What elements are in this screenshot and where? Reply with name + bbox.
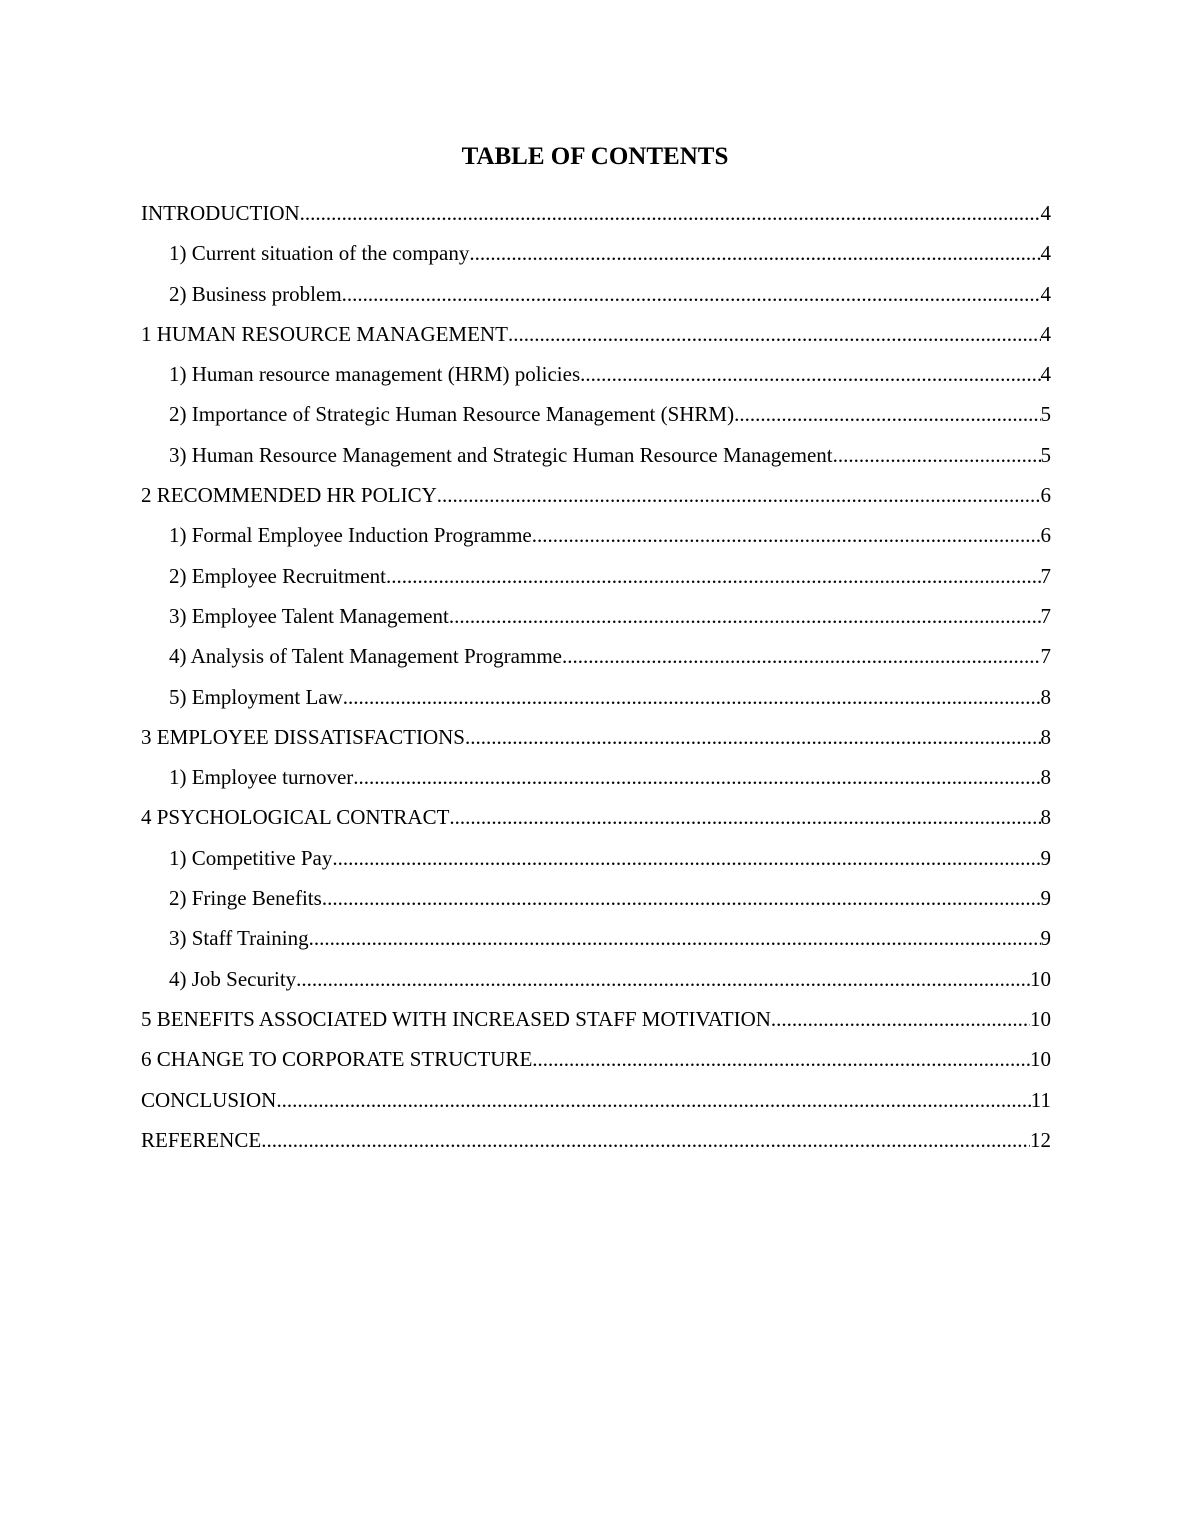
toc-subsection-link[interactable] <box>141 560 1051 600</box>
toc-subsection-link[interactable] <box>141 882 1051 922</box>
toc-page-number: 9 <box>1040 845 1051 870</box>
toc-dot-leader <box>580 358 1040 390</box>
toc-page-number: 8 <box>1040 765 1051 790</box>
toc-entry-label: 1) Human resource management (HRM) policies <box>169 362 581 387</box>
toc-entry-label: 2) Business problem <box>169 281 342 306</box>
toc-page-number: 4 <box>1040 321 1051 346</box>
toc-dot-leader <box>771 1003 1030 1035</box>
toc-page-number: 5 <box>1040 402 1051 427</box>
toc-page-number: 10 <box>1030 1006 1051 1031</box>
toc-dot-leader <box>386 560 1041 592</box>
toc-dot-leader <box>449 600 1041 632</box>
toc-page-number: 7 <box>1040 563 1051 588</box>
toc-page-number: 12 <box>1030 1127 1051 1152</box>
toc-page-number: 8 <box>1040 684 1051 709</box>
toc-dot-leader <box>261 1124 1030 1156</box>
toc-entry-label: 1) Formal Employee Induction Programme <box>169 523 532 548</box>
toc-entry-label: CONCLUSION <box>141 1087 277 1112</box>
toc-entry-label: 4) Analysis of Talent Management Programme <box>169 644 562 669</box>
toc-entry-label: 1) Competitive Pay <box>169 845 333 870</box>
toc-entry-label: 5) Employment Law <box>169 684 343 709</box>
toc-dot-leader <box>300 197 1041 229</box>
toc-subsection-link[interactable] <box>141 640 1051 680</box>
toc-dot-leader <box>734 398 1040 430</box>
toc-dot-leader <box>322 882 1041 914</box>
toc-subsection-link[interactable] <box>141 922 1051 962</box>
toc-dot-leader <box>353 761 1040 793</box>
toc-subsection-link[interactable] <box>141 761 1051 801</box>
toc-page-number: 8 <box>1040 805 1051 830</box>
toc-dot-leader <box>469 237 1040 269</box>
toc-subsection-link[interactable] <box>141 237 1051 277</box>
toc-page-number: 4 <box>1040 362 1051 387</box>
toc-page-number: 4 <box>1040 281 1051 306</box>
toc-page-number: 10 <box>1030 1047 1051 1072</box>
toc-page-number: 7 <box>1040 603 1051 628</box>
toc-entry-label: 4 PSYCHOLOGICAL CONTRACT <box>141 805 450 830</box>
toc-section-link[interactable] <box>141 1003 1051 1043</box>
page-title: TABLE OF CONTENTS <box>461 143 729 170</box>
toc-entry-label: 1) Current situation of the company <box>169 241 470 266</box>
toc-entry-label: INTRODUCTION <box>141 201 300 225</box>
toc-dot-leader <box>562 640 1041 672</box>
toc-dot-leader <box>437 479 1041 511</box>
toc-entry-label: 1 HUMAN RESOURCE MANAGEMENT <box>141 321 508 346</box>
toc-entry-label: 1) Employee turnover <box>169 765 354 790</box>
toc-section-link[interactable] <box>141 318 1051 358</box>
toc-section-link[interactable] <box>141 801 1051 841</box>
toc-section-link[interactable] <box>141 479 1051 519</box>
toc-dot-leader <box>332 842 1040 874</box>
toc-entry-label: 3) Human Resource Management and Strategic Human Resource Management <box>169 442 833 467</box>
toc-entry-label: REFERENCE <box>141 1127 262 1152</box>
toc-dot-leader <box>276 1084 1030 1116</box>
toc-entry-label: 3) Employee Talent Management <box>169 603 449 628</box>
toc-entry-label: 4) Job Security <box>169 966 297 991</box>
toc-dot-leader <box>833 439 1041 471</box>
toc-dot-leader <box>342 278 1041 310</box>
toc-page-number: 4 <box>1040 201 1051 225</box>
toc-entry-label: 3) Staff Training <box>169 926 309 951</box>
toc-subsection-link[interactable] <box>141 963 1051 1003</box>
toc-subsection-link[interactable] <box>141 519 1051 559</box>
toc-dot-leader <box>532 1043 1030 1075</box>
toc-page-number: 5 <box>1040 442 1051 467</box>
toc-page-number: 6 <box>1040 483 1051 508</box>
toc-page-number: 11 <box>1030 1087 1051 1112</box>
toc-subsection-link[interactable] <box>141 842 1051 882</box>
toc-page-number: 7 <box>1040 644 1051 669</box>
toc-entry-label: 2) Employee Recruitment <box>169 563 386 588</box>
toc-dot-leader <box>343 681 1041 713</box>
toc-page-number: 10 <box>1030 966 1051 991</box>
toc-entry-label: 3 EMPLOYEE DISSATISFACTIONS <box>141 724 465 749</box>
toc-subsection-link[interactable] <box>141 398 1051 438</box>
toc-entry-label: 6 CHANGE TO CORPORATE STRUCTURE <box>141 1047 533 1072</box>
toc-subsection-link[interactable] <box>141 681 1051 721</box>
toc-dot-leader <box>532 519 1041 551</box>
toc-entry-label: 2 RECOMMENDED HR POLICY <box>141 483 437 508</box>
toc-page-number: 9 <box>1040 926 1051 951</box>
toc-entry-label: 2) Importance of Strategic Human Resource Management (SHRM) <box>169 402 735 427</box>
toc-dot-leader <box>465 721 1041 753</box>
toc-subsection-link[interactable] <box>141 600 1051 640</box>
toc-entry-label: 2) Fringe Benefits <box>169 886 322 911</box>
toc-section-link[interactable] <box>141 197 1051 237</box>
toc-subsection-link[interactable] <box>141 439 1051 479</box>
toc-section-link[interactable] <box>141 1084 1051 1124</box>
toc-subsection-link[interactable] <box>141 278 1051 318</box>
toc-dot-leader <box>449 801 1040 833</box>
toc-page-number: 4 <box>1040 241 1051 266</box>
table-of-contents <box>141 197 1051 1164</box>
toc-subsection-link[interactable] <box>141 358 1051 398</box>
toc-section-link[interactable] <box>141 1124 1051 1164</box>
toc-section-link[interactable] <box>141 721 1051 761</box>
toc-entry-label: 5 BENEFITS ASSOCIATED WITH INCREASED STAFF MOTIVATION <box>141 1006 771 1031</box>
toc-page-number: 9 <box>1040 886 1051 911</box>
toc-page-number: 6 <box>1040 523 1051 548</box>
toc-dot-leader <box>508 318 1041 350</box>
toc-page-number: 8 <box>1040 724 1051 749</box>
toc-section-link[interactable] <box>141 1043 1051 1083</box>
toc-dot-leader <box>309 922 1041 954</box>
toc-dot-leader <box>296 963 1030 995</box>
